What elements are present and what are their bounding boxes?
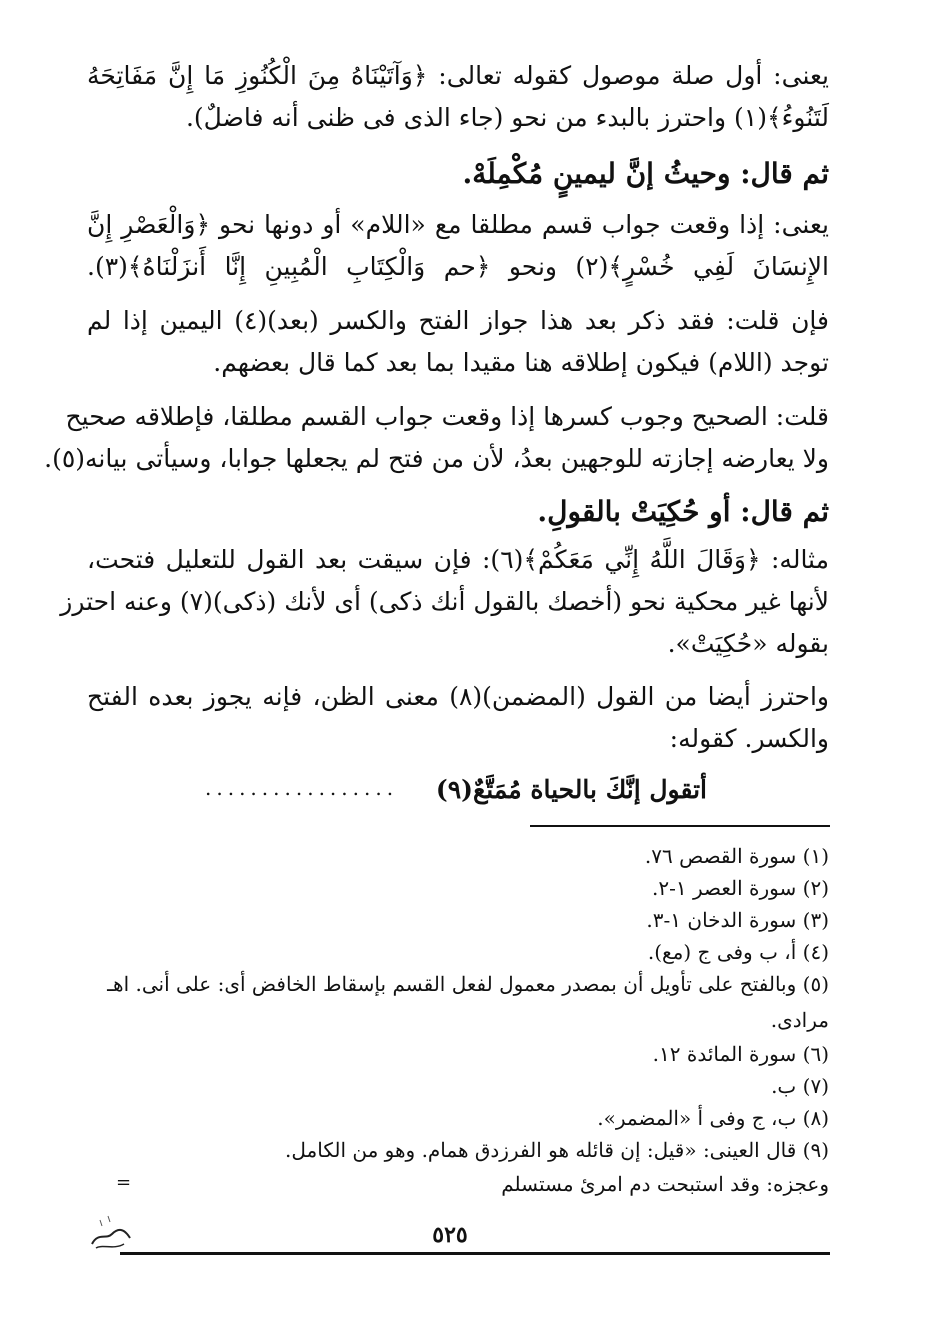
body-line-5: فإن قلت: فقد ذكر بعد هذا جواز الفتح والكسر (بعد)(٤) اليمين إذا لم (87, 306, 829, 335)
section-heading-2: ثم قال: أو حُكِيَتْ بالقولِ. (537, 495, 829, 528)
body-line-10: لأنها غير محكية نحو (أخصك بالقول أنك ذكى) أى لأنك (ذكى)(٧) وعنه احترز (60, 587, 829, 616)
body-line-11: بقوله «حُكِيَتْ». (667, 629, 829, 658)
footnote-7: (٧) ب. (771, 1074, 829, 1098)
footnote-9: (٩) قال العينى: «قيل: إن قائله هو الفرزدق همام. وهو من الكامل. (285, 1138, 829, 1162)
body-line-1: يعنى: أول صلة موصول كقوله تعالى: ﴿وَآتَيْنَاهُ مِنَ الْكُنُوزِ مَا إِنَّ مَفَاتِحَهُ (87, 61, 830, 90)
body-line-6: توجد (اللام) فيكون إطلاقه هنا مقيدا بما بعد كما قال بعضهم. (213, 348, 829, 377)
body-line-4: الإِنسَانَ لَفِي خُسْرٍ﴾(٢) ونحو ﴿حم وَالْكِتَابِ الْمُبِينِ إِنَّا أَنزَلْنَاهُ﴾(٣). (87, 252, 829, 281)
body-line-12: واحترز أيضا من القول (المضمن)(٨) معنى الظن، فإنه يجوز بعده الفتح (87, 682, 829, 711)
body-line-13: والكسر. كقوله: (669, 724, 829, 753)
body-line-2: لَتَنُوءُ﴾(١) واحترز بالبدء من نحو (جاء الذى فى ظنى أنه فاضلٌ). (185, 103, 829, 132)
footnote-8: (٨) ب، ج وفى أ «المضمر». (597, 1106, 829, 1130)
footnote-1: (١) سورة القصص ٧٦. (644, 844, 829, 868)
verse-ellipsis: ................. (205, 776, 399, 800)
body-line-3: يعنى: إذا وقعت جواب قسم مطلقا مع «اللام» أو دونها نحو ﴿وَالْعَصْرِ إِنَّ (87, 210, 829, 239)
body-line-9: مثاله: ﴿وَقَالَ اللَّهُ إِنِّي مَعَكُمْ﴾(٦): فإن سيقت بعد القول للتعليل فتحت، (87, 545, 829, 574)
body-line-8: ولا يعارضه إجازته للوجهين بعدُ، لأن من فتح لم يجعلها جوابا، وسيأتى بيانه(٥). (44, 444, 829, 473)
footnote-6: (٦) سورة المائدة ١٢. (652, 1042, 829, 1066)
footnote-separator (530, 825, 830, 827)
footnote-5: (٥) وبالفتح على تأويل أن بمصدر معمول لفعل القسم بإسقاط الخافض أى: على أنى. اهـ (107, 972, 829, 996)
poem-verse: أتقول إنَّكَ بالحياة مُمَتَّعٌ(٩) (435, 775, 707, 804)
ink-smudge-icon (88, 1210, 136, 1252)
page-number: ٥٢٥ (432, 1222, 468, 1248)
footnote-9-continued: وعجزه: وقد استبحت دم امرئ مستسلم (501, 1172, 829, 1196)
page-bottom-rule (120, 1252, 830, 1255)
section-heading-1: ثم قال: وحيثُ إنَّ ليمينٍ مُكْمِلَهْ. (462, 157, 829, 190)
footnote-3: (٣) سورة الدخان ١-٣. (646, 908, 829, 932)
margin-mark: = (116, 1172, 132, 1193)
footnote-4: (٤) أ، ب وفى ج (مع). (647, 940, 829, 964)
body-line-7: قلت: الصحيح وجوب كسرها إذا وقعت جواب القسم مطلقا، فإطلاقه صحيح (65, 402, 829, 431)
footnote-5-continued: مرادى. (770, 1008, 829, 1032)
footnote-2: (٢) سورة العصر ١-٢. (652, 876, 829, 900)
